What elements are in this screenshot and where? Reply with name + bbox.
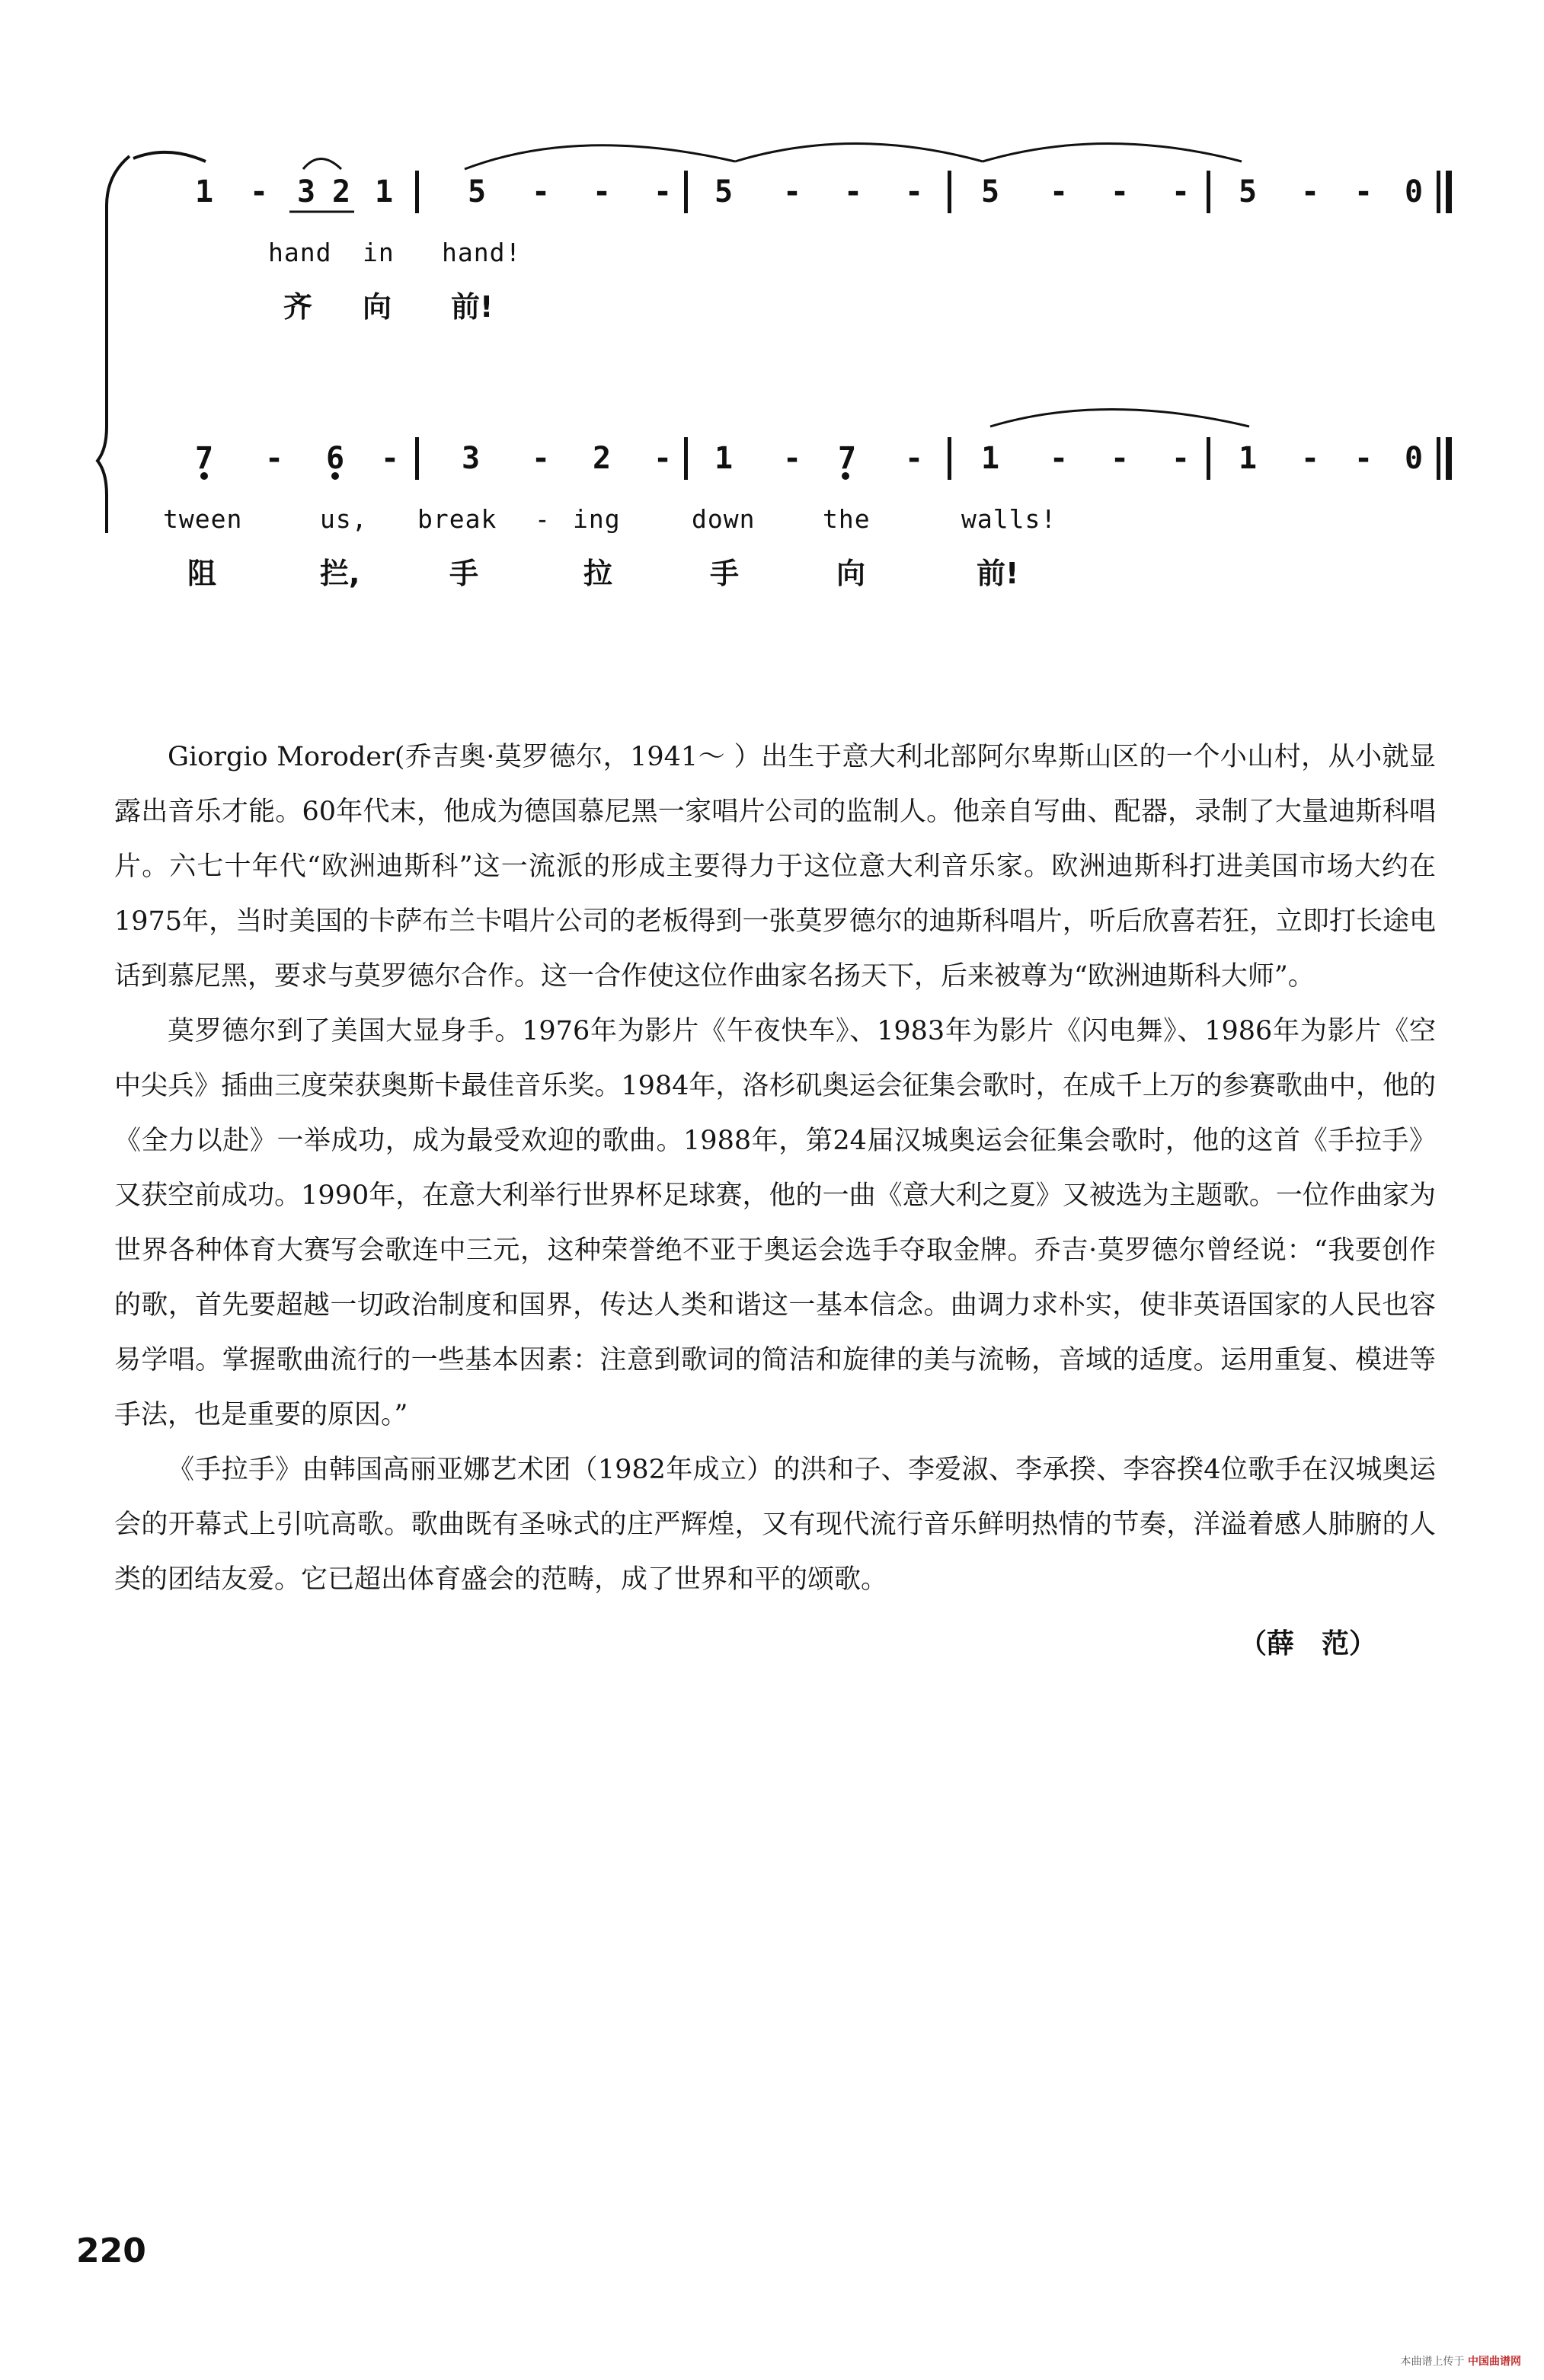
note: - xyxy=(782,441,802,476)
note: - xyxy=(1110,174,1130,209)
lyric-zh: 拉 xyxy=(583,557,613,590)
lyric-zh: 手 xyxy=(710,557,740,590)
note: 1 xyxy=(1238,441,1258,476)
note: 5 xyxy=(980,174,1000,209)
tie-upper-3 xyxy=(983,144,1242,162)
note: 6 xyxy=(325,441,345,476)
paragraph: 莫罗德尔到了美国大显身手。1976年为影片《午夜快车》、1983年为影片《闪电舞》、1986年为影片《空中尖兵》插曲三度荣获奥斯卡最佳音乐奖。1984年，洛杉矶奥运会征集会歌时，在成千上万的参赛歌曲中，他的《全力以赴》一举成功，成为最受欢迎的歌曲。1988年，第24届汉城奥运会征集会歌时，他的这首《手拉手》又获空前成功。1990年，在意大利举行世界杯足球赛，他的一曲《意大利之夏》又被选为主题歌。一位作曲家为世界各种体育大赛写会歌连中三元，这种荣誉绝不亚于奥运会选手夺取金牌。乔吉·莫罗德尔曾经说：“我要创作的歌，首先要超越一切政治制度和国界，传达人类和谐这一基本信念。曲调力求朴实，使非英语国家的人民也容易学唱。掌握歌曲流行的一些基本因素：注意到歌词的简洁和旋律的美与流畅，音域的适度。运用重复、模进等手法，也是重要的原因。” xyxy=(114,1016,1436,1430)
note: 1 xyxy=(714,441,734,476)
final-barline-thick xyxy=(1446,171,1452,213)
barline xyxy=(948,171,951,213)
lyric-en: the xyxy=(823,504,871,534)
note: 5 xyxy=(1238,174,1258,209)
lyric-en: - xyxy=(535,504,551,534)
lyric-en: down xyxy=(692,504,756,534)
note: 1 xyxy=(194,174,214,209)
article-body xyxy=(114,730,1436,1607)
tie-upper-start xyxy=(133,152,206,161)
note: - xyxy=(904,441,924,476)
final-barline-thin xyxy=(1437,437,1440,480)
note: 0 xyxy=(1404,441,1424,476)
score-slurs-and-brace xyxy=(0,0,1544,685)
barline xyxy=(948,437,951,480)
barline xyxy=(1207,171,1210,213)
note: - xyxy=(1300,441,1320,476)
note: - xyxy=(592,174,612,209)
note: 1 xyxy=(374,174,394,209)
note: - xyxy=(531,174,551,209)
note: 3 xyxy=(296,174,316,209)
final-barline-thick xyxy=(1446,437,1452,480)
page-number: 220 xyxy=(76,2231,146,2270)
note: - xyxy=(653,174,673,209)
note: 2 xyxy=(331,174,351,209)
tie-lower-1 xyxy=(990,410,1249,427)
note: 7 xyxy=(194,441,214,476)
lyric-en: in xyxy=(363,238,395,267)
lyric-zh: 前! xyxy=(451,290,494,324)
lyric-zh: 阻 xyxy=(187,557,217,590)
note: 0 xyxy=(1404,174,1424,209)
upper-staff-notes xyxy=(0,161,1544,222)
note: - xyxy=(1110,441,1130,476)
note: 5 xyxy=(467,174,487,209)
note: - xyxy=(249,174,269,209)
lyric-zh: 拦, xyxy=(320,557,360,590)
lyric-en: ing xyxy=(573,504,621,534)
note: - xyxy=(1354,174,1373,209)
lyric-en: tween xyxy=(163,504,243,534)
note: - xyxy=(904,174,924,209)
note: - xyxy=(380,441,400,476)
note: - xyxy=(843,174,863,209)
lyric-en: break xyxy=(417,504,497,534)
barline xyxy=(415,171,419,213)
tie-upper-2 xyxy=(735,144,983,162)
note: - xyxy=(1049,441,1069,476)
note: - xyxy=(531,441,551,476)
barline xyxy=(684,437,688,480)
note: - xyxy=(1354,441,1373,476)
lyric-en: hand xyxy=(268,238,332,267)
note: - xyxy=(1049,174,1069,209)
barline xyxy=(415,437,419,480)
lyric-zh: 齐 xyxy=(283,290,313,324)
author-signature: （薛 范） xyxy=(1239,1628,1376,1660)
note: - xyxy=(1171,174,1191,209)
note: 3 xyxy=(461,441,481,476)
lyric-zh: 手 xyxy=(449,557,479,590)
footer-prefix: 本曲谱上传于 xyxy=(1400,2356,1465,2368)
lyric-zh: 向 xyxy=(363,290,392,324)
lyric-zh: 前! xyxy=(977,557,1019,590)
lyric-en: walls! xyxy=(961,504,1057,534)
barline xyxy=(684,171,688,213)
lyric-en: hand! xyxy=(442,238,522,267)
lower-staff-notes xyxy=(0,428,1544,489)
paragraph: Giorgio Moroder(乔吉奥·莫罗德尔，1941～ ）出生于意大利北部阿尔卑斯山区的一个小山村，从小就显露出音乐才能。60年代末，他成为德国慕尼黑一家唱片公司的监制人。他亲自写曲、配器，录制了大量迪斯科唱片。六七十年代“欧洲迪斯科”这一流派的形成主要得力于这位意大利音乐家。欧洲迪斯科打进美国市场大约在1975年，当时美国的卡萨布兰卡唱片公司的老板得到一张莫罗德尔的迪斯科唱片，听后欣喜若狂，立即打长途电话到慕尼黑，要求与莫罗德尔合作。这一合作使这位作曲家名扬天下，后来被尊为“欧洲迪斯科大师”。 xyxy=(114,742,1436,992)
note: - xyxy=(1300,174,1320,209)
note: - xyxy=(782,174,802,209)
lyric-zh: 向 xyxy=(836,557,866,590)
lyric-en: us, xyxy=(320,504,368,534)
note: - xyxy=(1171,441,1191,476)
footer-watermark xyxy=(1401,2353,1521,2369)
note: - xyxy=(264,441,284,476)
note: 5 xyxy=(714,174,734,209)
barline xyxy=(1207,437,1210,480)
paragraph: 《手拉手》由韩国高丽亚娜艺术团（1982年成立）的洪和子、李爱淑、李承揆、李容揆4位歌手在汉城奥运会的开幕式上引吭高歌。歌曲既有圣咏式的庄严辉煌，又有现代流行音乐鲜明热情的节奏，洋溢着感人肺腑的人类的团结友爱。它已超出体育盛会的范畴，成了世界和平的颂歌。 xyxy=(114,1455,1436,1595)
note: - xyxy=(653,441,673,476)
note: 7 xyxy=(837,441,857,476)
final-barline-thin xyxy=(1437,171,1440,213)
footer-brand: 中国曲谱网 xyxy=(1468,2356,1521,2368)
note: 2 xyxy=(592,441,612,476)
note: 1 xyxy=(980,441,1000,476)
